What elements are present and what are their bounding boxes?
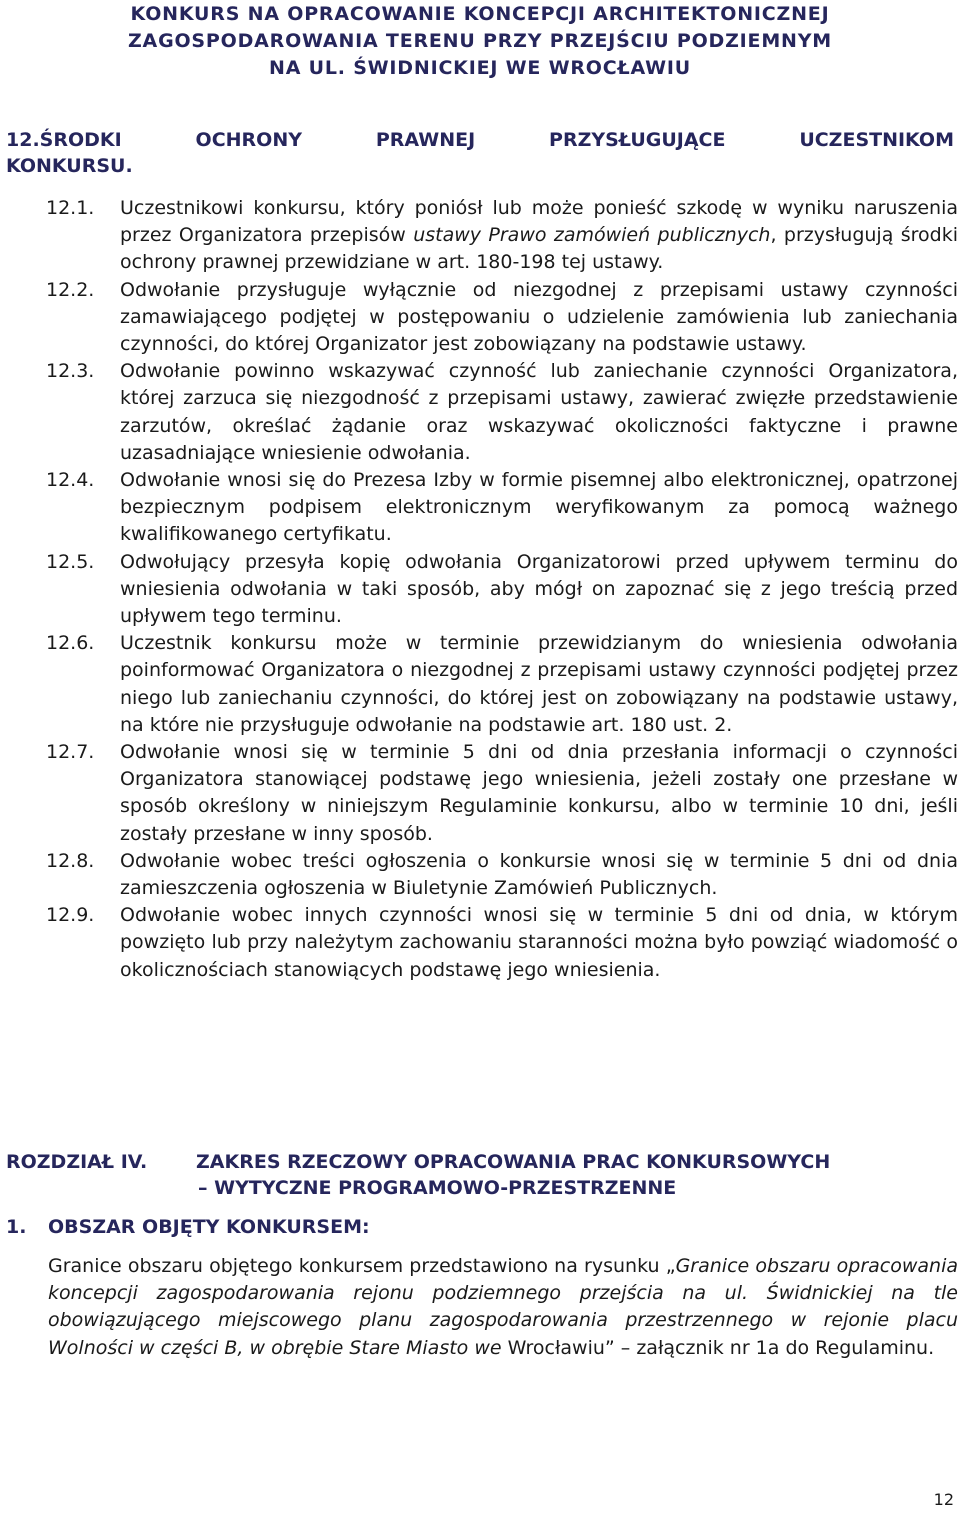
list-item-text xyxy=(120,358,958,467)
text-run: Odwołanie wobec innych czynności wnosi się w terminie 5 dni od dnia, w którym powzięto lub przy należytym zachowaniu staranności można było powziąć wiadomość o okolicznościach stanowiących podstawę jego wniesienia. xyxy=(120,904,958,981)
page-number: 12 xyxy=(933,1490,954,1509)
text-run: Odwołanie przysługuje wyłącznie od niezgodnej z przepisami ustawy czynności zamawiającego podjętej w postępowaniu o udzielenie zamówienia lub zaniechania czynności, do której Organizator jest zobowiązany na podstawie ustawy. xyxy=(120,278,958,356)
text-run: Uczestnik konkursu może w terminie przewidzianym do wniesienia odwołania poinformować Organizatora o niezgodnej z przepisami ustawy czynności podjętej przez niego lub zaniechaniu czynności, do której jest on zobowiązany na podstawie ustawy, na które nie przysługuje odwołanie na podstawie art. 180 ust. 2. xyxy=(120,632,958,736)
italic-text: Granice obszaru opracowania koncepcji zagospodarowania rejonu podziemnego przejścia na ul. Świdnickiej na tle obowiązującego miejscowego planu zagospodarowania przestrzennego w rejonie placu Wolności w części B, w obrębie Stare Miasto we xyxy=(48,1255,959,1359)
text-run: Odwołanie wobec treści ogłoszenia o konkursie wnosi się w terminie 5 dni od dnia zamieszczenia ogłoszenia w Biuletynie Zamówień Publicznych. xyxy=(120,849,958,900)
list-item-text xyxy=(120,277,958,359)
list-item xyxy=(0,549,960,631)
chapter-title-line-2: – WYTYCZNE PROGRAMOWO-PRZESTRZENNE xyxy=(198,1177,677,1199)
text-run: Odwołujący przesyła kopię odwołania Organizatorowi przed upływem terminu do wniesienia odwołania w taki sposób, aby mógł on zapoznać się z jego treścią przed upływem tego terminu. xyxy=(120,550,958,628)
list-item xyxy=(0,195,960,277)
section-heading-number-and-word-1: 12.ŚRODKI xyxy=(6,129,122,151)
list-item-text xyxy=(120,467,958,549)
page-header xyxy=(0,0,960,81)
list-item-text xyxy=(120,902,958,984)
numbered-items-list xyxy=(0,195,960,984)
list-item xyxy=(0,902,960,984)
list-item xyxy=(0,848,960,902)
list-item-number: 12.9. xyxy=(46,904,95,927)
text-run: , przysługują środki ochrony prawnej przewidziane w art. 180-198 tej ustawy. xyxy=(120,224,958,274)
chapter-title-line-1: ZAKRES RZECZOWY OPRACOWANIA PRAC KONKURSOWYCH xyxy=(196,1151,831,1173)
list-item xyxy=(0,358,960,467)
header-line-2: ZAGOSPODAROWANIA TERENU PRZY PRZEJŚCIU PODZIEMNYM xyxy=(127,30,832,52)
list-item-number: 12.6. xyxy=(46,632,95,655)
subsection-paragraph xyxy=(48,1253,958,1362)
chapter-label: ROZDZIAŁ IV. xyxy=(6,1151,148,1173)
text-run: Odwołanie powinno wskazywać czynność lub zaniechanie czynności Organizatora, której zarzuca się niezgodność z przepisami ustawy, zawierać zwięzłe przedstawienie zarzutów, określać żądanie oraz wskazywać okoliczności faktyczne i prawne uzasadniające wniesienie odwołania. xyxy=(120,360,958,464)
list-item-text xyxy=(120,630,958,739)
header-line-1: KONKURS NA OPRACOWANIE KONCEPCJI ARCHITEKTONICZNEJ xyxy=(130,3,830,25)
header-line-3: NA UL. ŚWIDNICKIEJ WE WROCŁAWIU xyxy=(269,57,691,79)
text-run: Wrocławiu” – załącznik nr 1a do Regulaminu. xyxy=(507,1336,935,1359)
text-run: Granice obszaru objętego konkursem przedstawiono na rysunku „ xyxy=(48,1255,676,1277)
list-item-number: 12.7. xyxy=(46,741,95,764)
list-item xyxy=(0,739,960,848)
list-item-number: 12.5. xyxy=(46,550,95,573)
section-heading-row-1 xyxy=(0,127,960,153)
text-run: Uczestnikowi konkursu, który poniósł lub może ponieść szkodę w wyniku naruszenia przez Organizatora przepisów xyxy=(120,197,958,247)
chapter-heading xyxy=(0,1149,960,1201)
section-heading-word-5: UCZESTNIKOM xyxy=(799,129,954,151)
list-item-text xyxy=(120,848,958,902)
list-item xyxy=(0,277,960,359)
section-heading-word-4: PRZYSŁUGUJĄCE xyxy=(549,129,726,151)
section-heading-row-2: KONKURSU. xyxy=(6,155,133,177)
list-item xyxy=(0,630,960,739)
list-item-number: 12.1. xyxy=(46,197,95,219)
text-run: Odwołanie wnosi się do Prezesa Izby w formie pisemnej albo elektronicznej, opatrzonej bezpiecznym podpisem elektronicznym weryfikowanym za pomocą ważnego kwalifikowanego certyfikatu. xyxy=(120,469,958,546)
section-heading-word-3: PRAWNEJ xyxy=(375,129,476,151)
list-item xyxy=(0,467,960,549)
section-heading xyxy=(0,127,960,179)
list-item-number: 12.8. xyxy=(46,849,95,872)
list-item-text xyxy=(120,195,958,277)
subsection-number: 1. xyxy=(6,1216,27,1238)
list-item-number: 12.4. xyxy=(46,469,95,492)
section-heading-word-2: OCHRONY xyxy=(195,129,302,151)
list-item-number: 12.2. xyxy=(46,278,95,301)
subsection-title: OBSZAR OBJĘTY KONKURSEM: xyxy=(48,1216,370,1238)
text-run: Odwołanie wnosi się w terminie 5 dni od dnia przesłania informacji o czynności Organizatora stanowiącej podstawę jego wniesienia, jeżeli zostały one przesłane w sposób określony w niniejszym Regulaminie konkursu, albo w terminie 10 dni, jeśli zostały przesłane w inny sposób. xyxy=(120,741,958,845)
list-item-text xyxy=(120,739,958,848)
subsection-heading xyxy=(6,1214,370,1240)
italic-text: ustawy Prawo zamówień publicznych xyxy=(413,224,771,247)
list-item-number: 12.3. xyxy=(46,360,95,383)
list-item-text xyxy=(120,549,958,631)
